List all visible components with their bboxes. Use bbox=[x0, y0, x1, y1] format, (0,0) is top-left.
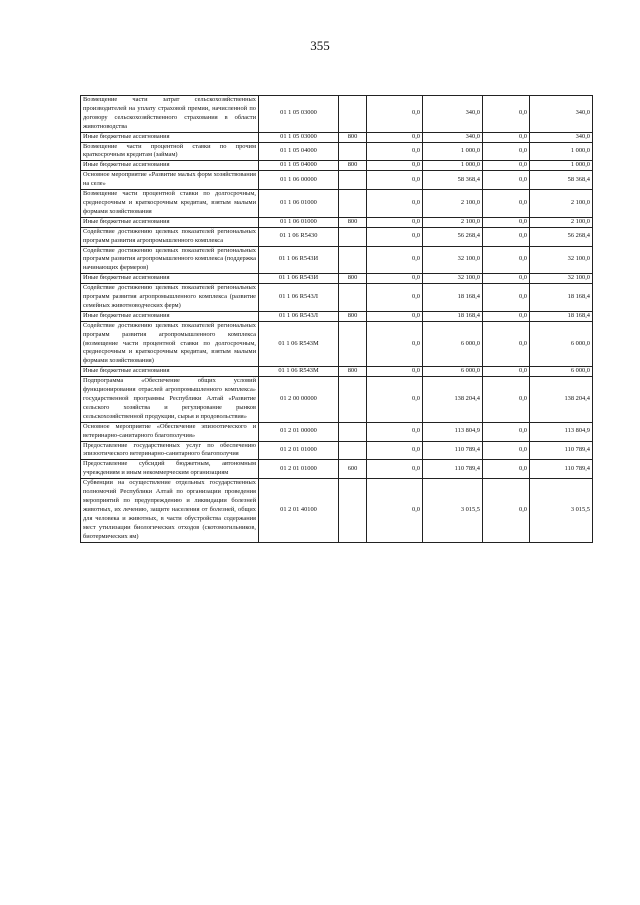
row-value-1-cell: 0,0 bbox=[367, 441, 423, 460]
row-value-2-cell: 58 368,4 bbox=[423, 171, 483, 190]
row-expense-type-cell bbox=[339, 284, 367, 312]
row-value-2-cell: 2 100,0 bbox=[423, 217, 483, 227]
row-expense-type-cell bbox=[339, 227, 367, 246]
row-value-1-cell: 0,0 bbox=[367, 142, 423, 161]
row-value-1-cell: 0,0 bbox=[367, 321, 423, 367]
row-value-4-cell: 1 000,0 bbox=[530, 161, 593, 171]
row-name-cell: Основное мероприятие «Обеспечение эпизоотического и ветеринарно-санитарного благополучия» bbox=[81, 422, 259, 441]
row-name-cell: Основное мероприятие «Развитие малых форм хозяйствования на селе» bbox=[81, 171, 259, 190]
row-value-2-cell: 2 100,0 bbox=[423, 190, 483, 218]
row-value-3-cell: 0,0 bbox=[483, 311, 530, 321]
row-expense-type-cell bbox=[339, 377, 367, 423]
row-code-cell: 01 1 05 04000 bbox=[259, 142, 339, 161]
row-value-2-cell: 1 000,0 bbox=[423, 161, 483, 171]
row-code-cell: 01 1 06 R543М bbox=[259, 367, 339, 377]
row-value-4-cell: 138 204,4 bbox=[530, 377, 593, 423]
row-code-cell: 01 2 01 01000 bbox=[259, 441, 339, 460]
row-value-4-cell: 340,0 bbox=[530, 96, 593, 133]
row-value-3-cell: 0,0 bbox=[483, 96, 530, 133]
row-name-cell: Возмещение части затрат сельскохозяйственных производителей на уплату страховой премии, начисленной по договору сельскохозяйственного страхования в области животноводства bbox=[81, 96, 259, 133]
row-value-3-cell: 0,0 bbox=[483, 479, 530, 542]
row-value-3-cell: 0,0 bbox=[483, 460, 530, 479]
row-value-1-cell: 0,0 bbox=[367, 227, 423, 246]
row-code-cell: 01 2 01 00000 bbox=[259, 422, 339, 441]
row-value-3-cell: 0,0 bbox=[483, 161, 530, 171]
table-row bbox=[81, 367, 593, 377]
row-value-3-cell: 0,0 bbox=[483, 321, 530, 367]
page-number: 355 bbox=[310, 38, 330, 53]
row-value-1-cell: 0,0 bbox=[367, 171, 423, 190]
row-value-1-cell: 0,0 bbox=[367, 246, 423, 274]
row-value-3-cell: 0,0 bbox=[483, 274, 530, 284]
row-code-cell: 01 2 00 00000 bbox=[259, 377, 339, 423]
row-value-1-cell: 0,0 bbox=[367, 132, 423, 142]
row-value-4-cell: 340,0 bbox=[530, 132, 593, 142]
budget-table bbox=[80, 95, 593, 543]
row-value-3-cell: 0,0 bbox=[483, 246, 530, 274]
table-row bbox=[81, 217, 593, 227]
row-value-4-cell: 110 789,4 bbox=[530, 460, 593, 479]
row-code-cell: 01 1 06 R5430 bbox=[259, 227, 339, 246]
row-expense-type-cell: 800 bbox=[339, 311, 367, 321]
row-value-4-cell: 32 100,0 bbox=[530, 274, 593, 284]
row-name-cell: Содействие достижению целевых показателей региональных программ развития агропромышленного комплекса (развитие семейных животноводческих ферм) bbox=[81, 284, 259, 312]
row-value-4-cell: 110 789,4 bbox=[530, 441, 593, 460]
row-value-1-cell: 0,0 bbox=[367, 367, 423, 377]
row-code-cell: 01 1 05 03000 bbox=[259, 132, 339, 142]
row-value-2-cell: 6 000,0 bbox=[423, 321, 483, 367]
row-expense-type-cell bbox=[339, 441, 367, 460]
row-value-4-cell: 2 100,0 bbox=[530, 190, 593, 218]
row-value-2-cell: 1 000,0 bbox=[423, 142, 483, 161]
row-value-2-cell: 18 168,4 bbox=[423, 284, 483, 312]
row-value-3-cell: 0,0 bbox=[483, 217, 530, 227]
row-expense-type-cell bbox=[339, 321, 367, 367]
row-name-cell: Иные бюджетные ассигнования bbox=[81, 217, 259, 227]
row-value-3-cell: 0,0 bbox=[483, 171, 530, 190]
row-expense-type-cell bbox=[339, 190, 367, 218]
row-expense-type-cell: 800 bbox=[339, 217, 367, 227]
table-row bbox=[81, 422, 593, 441]
row-value-4-cell: 58 368,4 bbox=[530, 171, 593, 190]
row-name-cell: Иные бюджетные ассигнования bbox=[81, 161, 259, 171]
row-value-1-cell: 0,0 bbox=[367, 217, 423, 227]
row-value-3-cell: 0,0 bbox=[483, 227, 530, 246]
row-value-3-cell: 0,0 bbox=[483, 377, 530, 423]
row-code-cell: 01 1 06 R543И bbox=[259, 274, 339, 284]
table-row bbox=[81, 441, 593, 460]
row-value-1-cell: 0,0 bbox=[367, 422, 423, 441]
row-value-3-cell: 0,0 bbox=[483, 190, 530, 218]
row-value-2-cell: 340,0 bbox=[423, 96, 483, 133]
row-value-1-cell: 0,0 bbox=[367, 377, 423, 423]
table-row bbox=[81, 479, 593, 542]
row-code-cell: 01 1 06 R543Л bbox=[259, 311, 339, 321]
row-value-1-cell: 0,0 bbox=[367, 311, 423, 321]
budget-table-body bbox=[81, 96, 593, 543]
row-value-4-cell: 56 268,4 bbox=[530, 227, 593, 246]
row-value-2-cell: 3 015,5 bbox=[423, 479, 483, 542]
row-value-4-cell: 113 804,9 bbox=[530, 422, 593, 441]
row-value-3-cell: 0,0 bbox=[483, 441, 530, 460]
row-value-2-cell: 56 268,4 bbox=[423, 227, 483, 246]
row-expense-type-cell: 800 bbox=[339, 274, 367, 284]
row-value-2-cell: 110 789,4 bbox=[423, 460, 483, 479]
table-row bbox=[81, 96, 593, 133]
row-code-cell: 01 2 01 01000 bbox=[259, 460, 339, 479]
row-code-cell: 01 1 06 01000 bbox=[259, 190, 339, 218]
table-row bbox=[81, 311, 593, 321]
table-row bbox=[81, 227, 593, 246]
row-code-cell: 01 1 06 R543Л bbox=[259, 284, 339, 312]
row-value-2-cell: 32 100,0 bbox=[423, 274, 483, 284]
row-value-1-cell: 0,0 bbox=[367, 479, 423, 542]
row-value-4-cell: 2 100,0 bbox=[530, 217, 593, 227]
table-row bbox=[81, 161, 593, 171]
row-value-2-cell: 32 100,0 bbox=[423, 246, 483, 274]
row-name-cell: Содействие достижению целевых показателей региональных программ развития агропромышленного комплекса bbox=[81, 227, 259, 246]
row-code-cell: 01 1 06 R543И bbox=[259, 246, 339, 274]
row-value-3-cell: 0,0 bbox=[483, 284, 530, 312]
row-expense-type-cell: 800 bbox=[339, 161, 367, 171]
table-row bbox=[81, 171, 593, 190]
row-value-4-cell: 6 000,0 bbox=[530, 321, 593, 367]
row-value-2-cell: 110 789,4 bbox=[423, 441, 483, 460]
row-value-1-cell: 0,0 bbox=[367, 96, 423, 133]
row-value-2-cell: 340,0 bbox=[423, 132, 483, 142]
row-value-4-cell: 1 000,0 bbox=[530, 142, 593, 161]
row-value-4-cell: 18 168,4 bbox=[530, 311, 593, 321]
row-value-4-cell: 18 168,4 bbox=[530, 284, 593, 312]
table-row bbox=[81, 274, 593, 284]
table-row bbox=[81, 246, 593, 274]
row-value-4-cell: 3 015,5 bbox=[530, 479, 593, 542]
row-name-cell: Возмещение части процентной ставки по прочим краткосрочным кредитам (займам) bbox=[81, 142, 259, 161]
row-name-cell: Субвенции на осуществление отдельных государственных полномочий Республики Алтай по организации проведения мероприятий по предупреждению и ликвидации болезней животных, их лечению, защите населения от болезней, общих для человека и животных, в части обустройства содержания мест утилизации биологических отходов (скотомогильников, биотермических ям) bbox=[81, 479, 259, 542]
row-name-cell: Иные бюджетные ассигнования bbox=[81, 311, 259, 321]
row-value-1-cell: 0,0 bbox=[367, 190, 423, 218]
table-row bbox=[81, 142, 593, 161]
row-name-cell: Содействие достижению целевых показателей региональных программ развития агропромышленного комплекса (поддержка начинающих фермеров) bbox=[81, 246, 259, 274]
table-row bbox=[81, 460, 593, 479]
row-code-cell: 01 1 05 04000 bbox=[259, 161, 339, 171]
row-value-1-cell: 0,0 bbox=[367, 274, 423, 284]
row-expense-type-cell bbox=[339, 479, 367, 542]
row-code-cell: 01 1 06 00000 bbox=[259, 171, 339, 190]
row-value-2-cell: 18 168,4 bbox=[423, 311, 483, 321]
row-name-cell: Предоставление субсидий бюджетным, автономным учреждениям и иным некоммерческим организациям bbox=[81, 460, 259, 479]
row-expense-type-cell bbox=[339, 246, 367, 274]
row-value-1-cell: 0,0 bbox=[367, 460, 423, 479]
row-value-1-cell: 0,0 bbox=[367, 161, 423, 171]
row-code-cell: 01 1 06 R543М bbox=[259, 321, 339, 367]
row-value-3-cell: 0,0 bbox=[483, 422, 530, 441]
row-value-4-cell: 32 100,0 bbox=[530, 246, 593, 274]
row-name-cell: Содействие достижению целевых показателей региональных программ развития агропромышленного комплекса (возмещение части процентной ставки по долгосрочным, среднесрочным и краткосрочным кредитам, взятым малыми формами хозяйствования) bbox=[81, 321, 259, 367]
row-value-1-cell: 0,0 bbox=[367, 284, 423, 312]
row-expense-type-cell bbox=[339, 171, 367, 190]
row-name-cell: Иные бюджетные ассигнования bbox=[81, 367, 259, 377]
row-code-cell: 01 2 01 40100 bbox=[259, 479, 339, 542]
table-row bbox=[81, 190, 593, 218]
row-name-cell: Иные бюджетные ассигнования bbox=[81, 132, 259, 142]
row-name-cell: Предоставление государственных услуг по обеспечению эпизоотического ветеринарно-санитарного благополучия bbox=[81, 441, 259, 460]
row-value-3-cell: 0,0 bbox=[483, 367, 530, 377]
row-expense-type-cell bbox=[339, 142, 367, 161]
row-code-cell: 01 1 05 03000 bbox=[259, 96, 339, 133]
row-expense-type-cell: 600 bbox=[339, 460, 367, 479]
row-expense-type-cell bbox=[339, 96, 367, 133]
table-row bbox=[81, 284, 593, 312]
row-code-cell: 01 1 06 01000 bbox=[259, 217, 339, 227]
table-row bbox=[81, 377, 593, 423]
row-value-2-cell: 113 804,9 bbox=[423, 422, 483, 441]
row-name-cell: Подпрограмма «Обеспечение общих условий функционирования отраслей агропромышленного комплекса» государственной программы Республики Алтай «Развитие сельского хозяйства и регулирование рынков сельскохозяйственной продукции, сырья и продовольствия» bbox=[81, 377, 259, 423]
row-expense-type-cell: 800 bbox=[339, 132, 367, 142]
table-row bbox=[81, 132, 593, 142]
row-expense-type-cell bbox=[339, 422, 367, 441]
row-value-2-cell: 138 204,4 bbox=[423, 377, 483, 423]
row-value-3-cell: 0,0 bbox=[483, 142, 530, 161]
table-row bbox=[81, 321, 593, 367]
row-name-cell: Иные бюджетные ассигнования bbox=[81, 274, 259, 284]
row-value-3-cell: 0,0 bbox=[483, 132, 530, 142]
row-value-4-cell: 6 000,0 bbox=[530, 367, 593, 377]
row-value-2-cell: 6 000,0 bbox=[423, 367, 483, 377]
row-expense-type-cell: 800 bbox=[339, 367, 367, 377]
row-name-cell: Возмещение части процентной ставки по долгосрочным, среднесрочным и краткосрочным кредитам, взятым малыми формами хозяйствования bbox=[81, 190, 259, 218]
